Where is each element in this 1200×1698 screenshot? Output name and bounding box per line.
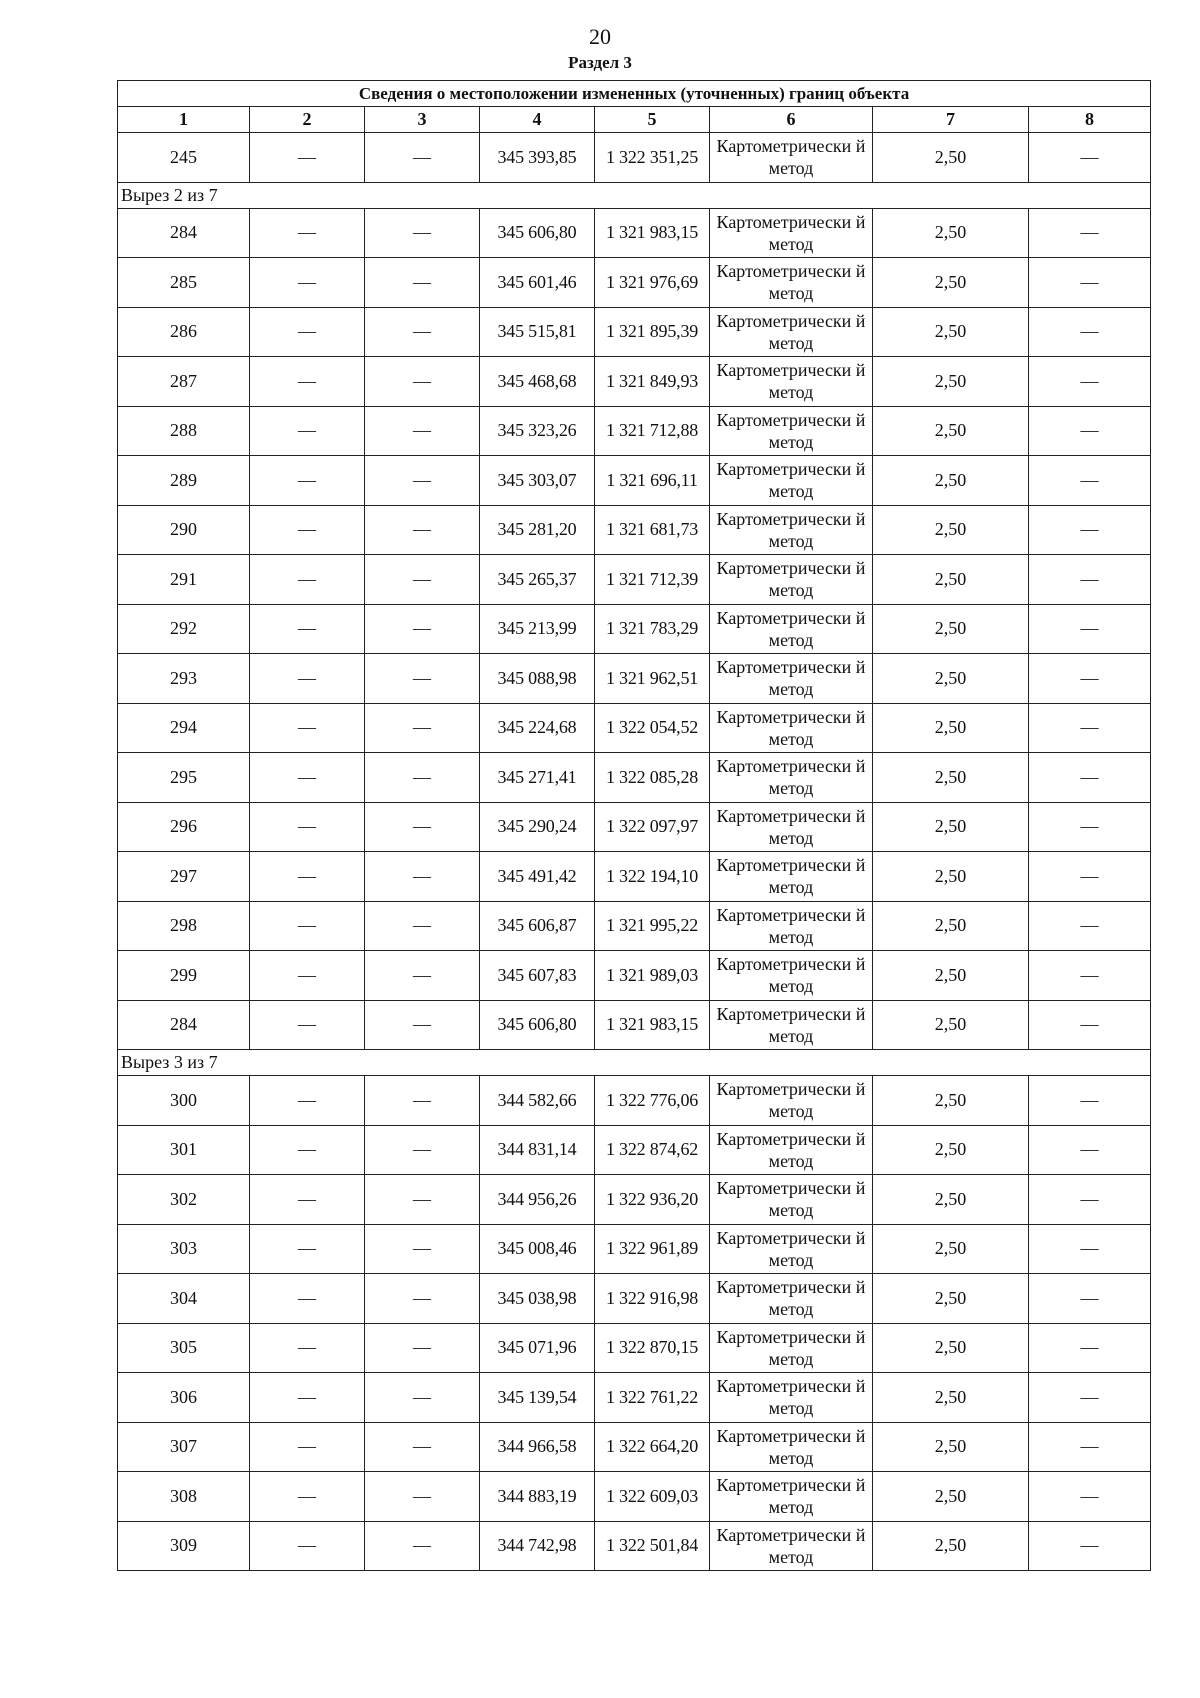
table-row: [118, 505, 1151, 555]
method-cell: Картометрически й метод: [710, 852, 873, 902]
y-coordinate-cell: 1 321 712,39: [595, 555, 710, 605]
x-coordinate-cell: 345 213,99: [480, 604, 595, 654]
col3-cell: —: [365, 1000, 480, 1050]
x-coordinate-cell: 345 515,81: [480, 307, 595, 357]
y-coordinate-cell: 1 322 961,89: [595, 1224, 710, 1274]
accuracy-cell: 2,50: [873, 654, 1029, 704]
method-cell: Картометрически й метод: [710, 1373, 873, 1423]
col8-cell: —: [1029, 654, 1151, 704]
col2-cell: —: [250, 406, 365, 456]
col2-cell: —: [250, 357, 365, 407]
point-number-cell: 295: [118, 753, 250, 803]
method-cell: Картометрически й метод: [710, 1000, 873, 1050]
col2-cell: —: [250, 208, 365, 258]
accuracy-cell: 2,50: [873, 1422, 1029, 1472]
col3-cell: —: [365, 901, 480, 951]
point-number-cell: 287: [118, 357, 250, 407]
method-cell: Картометрически й метод: [710, 1472, 873, 1522]
col3-cell: —: [365, 1224, 480, 1274]
col2-cell: —: [250, 1125, 365, 1175]
col2-cell: —: [250, 852, 365, 902]
y-coordinate-cell: 1 322 194,10: [595, 852, 710, 902]
column-number-8: 8: [1029, 107, 1151, 133]
boundary-coordinates-table: [117, 80, 1151, 1571]
col3-cell: —: [365, 1472, 480, 1522]
method-cell: Картометрически й метод: [710, 505, 873, 555]
x-coordinate-cell: 345 607,83: [480, 951, 595, 1001]
col2-cell: —: [250, 1175, 365, 1225]
method-cell: Картометрически й метод: [710, 604, 873, 654]
point-number-cell: 301: [118, 1125, 250, 1175]
table-row: [118, 406, 1151, 456]
col2-cell: —: [250, 951, 365, 1001]
y-coordinate-cell: 1 322 097,97: [595, 802, 710, 852]
method-cell: Картометрически й метод: [710, 1274, 873, 1324]
section-title: Раздел 3: [568, 53, 632, 72]
col3-cell: —: [365, 1323, 480, 1373]
point-number-cell: 296: [118, 802, 250, 852]
table-title: Сведения о местоположении измененных (уточненных) границ объекта: [118, 81, 1151, 107]
column-number-row: [118, 107, 1151, 133]
accuracy-cell: 2,50: [873, 1000, 1029, 1050]
col8-cell: —: [1029, 258, 1151, 308]
y-coordinate-cell: 1 322 609,03: [595, 1472, 710, 1522]
x-coordinate-cell: 345 281,20: [480, 505, 595, 555]
y-coordinate-cell: 1 321 983,15: [595, 208, 710, 258]
method-cell: Картометрически й метод: [710, 703, 873, 753]
accuracy-cell: 2,50: [873, 1323, 1029, 1373]
table-row: [118, 1274, 1151, 1324]
table-row: [118, 1472, 1151, 1522]
col3-cell: —: [365, 1274, 480, 1324]
table-row: [118, 307, 1151, 357]
col2-cell: —: [250, 901, 365, 951]
accuracy-cell: 2,50: [873, 133, 1029, 183]
col8-cell: —: [1029, 133, 1151, 183]
accuracy-cell: 2,50: [873, 802, 1029, 852]
col8-cell: —: [1029, 901, 1151, 951]
method-cell: Картометрически й метод: [710, 1422, 873, 1472]
method-cell: Картометрически й метод: [710, 901, 873, 951]
col2-cell: —: [250, 1076, 365, 1126]
y-coordinate-cell: 1 322 936,20: [595, 1175, 710, 1225]
accuracy-cell: 2,50: [873, 901, 1029, 951]
table-row: [118, 901, 1151, 951]
col8-cell: —: [1029, 505, 1151, 555]
method-cell: Картометрически й метод: [710, 133, 873, 183]
point-number-cell: 284: [118, 1000, 250, 1050]
col3-cell: —: [365, 753, 480, 803]
col3-cell: —: [365, 1125, 480, 1175]
col3-cell: —: [365, 604, 480, 654]
col3-cell: —: [365, 1076, 480, 1126]
col3-cell: —: [365, 406, 480, 456]
x-coordinate-cell: 345 265,37: [480, 555, 595, 605]
col3-cell: —: [365, 456, 480, 506]
table-row: [118, 1076, 1151, 1126]
y-coordinate-cell: 1 322 054,52: [595, 703, 710, 753]
col2-cell: —: [250, 1323, 365, 1373]
col8-cell: —: [1029, 852, 1151, 902]
y-coordinate-cell: 1 321 681,73: [595, 505, 710, 555]
point-number-cell: 286: [118, 307, 250, 357]
col3-cell: —: [365, 505, 480, 555]
point-number-cell: 289: [118, 456, 250, 506]
table-row: [118, 753, 1151, 803]
accuracy-cell: 2,50: [873, 1125, 1029, 1175]
point-number-cell: 284: [118, 208, 250, 258]
col8-cell: —: [1029, 357, 1151, 407]
method-cell: Картометрически й метод: [710, 307, 873, 357]
column-number-6: 6: [710, 107, 873, 133]
method-cell: Картометрически й метод: [710, 357, 873, 407]
point-number-cell: 291: [118, 555, 250, 605]
point-number-cell: 306: [118, 1373, 250, 1423]
point-number-cell: 293: [118, 654, 250, 704]
table-body: [118, 133, 1151, 1571]
point-number-cell: 299: [118, 951, 250, 1001]
x-coordinate-cell: 345 601,46: [480, 258, 595, 308]
col3-cell: —: [365, 555, 480, 605]
point-number-cell: 292: [118, 604, 250, 654]
column-number-5: 5: [595, 107, 710, 133]
point-number-cell: 298: [118, 901, 250, 951]
accuracy-cell: 2,50: [873, 357, 1029, 407]
x-coordinate-cell: 345 008,46: [480, 1224, 595, 1274]
accuracy-cell: 2,50: [873, 852, 1029, 902]
method-cell: Картометрически й метод: [710, 456, 873, 506]
point-number-cell: 297: [118, 852, 250, 902]
table-row: [118, 802, 1151, 852]
y-coordinate-cell: 1 321 895,39: [595, 307, 710, 357]
method-cell: Картометрически й метод: [710, 1076, 873, 1126]
col2-cell: —: [250, 654, 365, 704]
col8-cell: —: [1029, 406, 1151, 456]
group-label: Вырез 3 из 7: [118, 1050, 1151, 1076]
method-cell: Картометрически й метод: [710, 802, 873, 852]
method-cell: Картометрически й метод: [710, 1175, 873, 1225]
y-coordinate-cell: 1 321 849,93: [595, 357, 710, 407]
point-number-cell: 307: [118, 1422, 250, 1472]
table-row: [118, 456, 1151, 506]
accuracy-cell: 2,50: [873, 505, 1029, 555]
y-coordinate-cell: 1 322 664,20: [595, 1422, 710, 1472]
column-number-4: 4: [480, 107, 595, 133]
method-cell: Картометрически й метод: [710, 951, 873, 1001]
x-coordinate-cell: 345 606,80: [480, 1000, 595, 1050]
col3-cell: —: [365, 208, 480, 258]
accuracy-cell: 2,50: [873, 1274, 1029, 1324]
y-coordinate-cell: 1 322 085,28: [595, 753, 710, 803]
accuracy-cell: 2,50: [873, 1373, 1029, 1423]
x-coordinate-cell: 344 742,98: [480, 1521, 595, 1571]
col2-cell: —: [250, 753, 365, 803]
x-coordinate-cell: 345 491,42: [480, 852, 595, 902]
col2-cell: —: [250, 703, 365, 753]
col2-cell: —: [250, 505, 365, 555]
accuracy-cell: 2,50: [873, 703, 1029, 753]
x-coordinate-cell: 345 290,24: [480, 802, 595, 852]
col3-cell: —: [365, 703, 480, 753]
col2-cell: —: [250, 555, 365, 605]
table-row: [118, 258, 1151, 308]
y-coordinate-cell: 1 321 995,22: [595, 901, 710, 951]
method-cell: Картометрически й метод: [710, 1521, 873, 1571]
accuracy-cell: 2,50: [873, 456, 1029, 506]
col8-cell: —: [1029, 208, 1151, 258]
col2-cell: —: [250, 1274, 365, 1324]
accuracy-cell: 2,50: [873, 1175, 1029, 1225]
col3-cell: —: [365, 1521, 480, 1571]
x-coordinate-cell: 345 071,96: [480, 1323, 595, 1373]
x-coordinate-cell: 345 271,41: [480, 753, 595, 803]
col8-cell: —: [1029, 1422, 1151, 1472]
y-coordinate-cell: 1 321 962,51: [595, 654, 710, 704]
accuracy-cell: 2,50: [873, 406, 1029, 456]
y-coordinate-cell: 1 322 761,22: [595, 1373, 710, 1423]
point-number-cell: 308: [118, 1472, 250, 1522]
col3-cell: —: [365, 357, 480, 407]
col3-cell: —: [365, 1422, 480, 1472]
table-row: [118, 951, 1151, 1001]
accuracy-cell: 2,50: [873, 208, 1029, 258]
accuracy-cell: 2,50: [873, 258, 1029, 308]
y-coordinate-cell: 1 321 983,15: [595, 1000, 710, 1050]
accuracy-cell: 2,50: [873, 951, 1029, 1001]
accuracy-cell: 2,50: [873, 1076, 1029, 1126]
col8-cell: —: [1029, 1175, 1151, 1225]
x-coordinate-cell: 345 323,26: [480, 406, 595, 456]
table-row: [118, 852, 1151, 902]
table-row: [118, 654, 1151, 704]
method-cell: Картометрически й метод: [710, 1224, 873, 1274]
col8-cell: —: [1029, 1323, 1151, 1373]
y-coordinate-cell: 1 322 351,25: [595, 133, 710, 183]
col8-cell: —: [1029, 753, 1151, 803]
col8-cell: —: [1029, 1373, 1151, 1423]
method-cell: Картометрически й метод: [710, 1323, 873, 1373]
point-number-cell: 300: [118, 1076, 250, 1126]
col3-cell: —: [365, 307, 480, 357]
point-number-cell: 303: [118, 1224, 250, 1274]
y-coordinate-cell: 1 321 976,69: [595, 258, 710, 308]
column-number-7: 7: [873, 107, 1029, 133]
x-coordinate-cell: 345 038,98: [480, 1274, 595, 1324]
point-number-cell: 304: [118, 1274, 250, 1324]
col2-cell: —: [250, 604, 365, 654]
col3-cell: —: [365, 852, 480, 902]
col8-cell: —: [1029, 555, 1151, 605]
x-coordinate-cell: 344 883,19: [480, 1472, 595, 1522]
method-cell: Картометрически й метод: [710, 258, 873, 308]
column-number-2: 2: [250, 107, 365, 133]
col3-cell: —: [365, 802, 480, 852]
col8-cell: —: [1029, 1521, 1151, 1571]
point-number-cell: 245: [118, 133, 250, 183]
table-row: [118, 555, 1151, 605]
accuracy-cell: 2,50: [873, 1521, 1029, 1571]
x-coordinate-cell: 344 582,66: [480, 1076, 595, 1126]
y-coordinate-cell: 1 321 989,03: [595, 951, 710, 1001]
col3-cell: —: [365, 654, 480, 704]
x-coordinate-cell: 345 393,85: [480, 133, 595, 183]
accuracy-cell: 2,50: [873, 307, 1029, 357]
method-cell: Картометрически й метод: [710, 555, 873, 605]
x-coordinate-cell: 345 606,87: [480, 901, 595, 951]
col8-cell: —: [1029, 456, 1151, 506]
col8-cell: —: [1029, 1000, 1151, 1050]
column-number-1: 1: [118, 107, 250, 133]
table-row: [118, 703, 1151, 753]
x-coordinate-cell: 345 303,07: [480, 456, 595, 506]
col8-cell: —: [1029, 802, 1151, 852]
group-label: Вырез 2 из 7: [118, 182, 1151, 208]
point-number-cell: 305: [118, 1323, 250, 1373]
table-row: [118, 1521, 1151, 1571]
col2-cell: —: [250, 1224, 365, 1274]
accuracy-cell: 2,50: [873, 604, 1029, 654]
table-row: [118, 1000, 1151, 1050]
col3-cell: —: [365, 1175, 480, 1225]
point-number-cell: 288: [118, 406, 250, 456]
x-coordinate-cell: 344 831,14: [480, 1125, 595, 1175]
table-row: [118, 1422, 1151, 1472]
col2-cell: —: [250, 1472, 365, 1522]
point-number-cell: 294: [118, 703, 250, 753]
method-cell: Картометрически й метод: [710, 406, 873, 456]
method-cell: Картометрически й метод: [710, 753, 873, 803]
col8-cell: —: [1029, 1274, 1151, 1324]
point-number-cell: 309: [118, 1521, 250, 1571]
y-coordinate-cell: 1 321 712,88: [595, 406, 710, 456]
table-row: [118, 208, 1151, 258]
col2-cell: —: [250, 307, 365, 357]
table-row: [118, 1224, 1151, 1274]
table-row: [118, 357, 1151, 407]
table-row: [118, 1175, 1151, 1225]
x-coordinate-cell: 344 956,26: [480, 1175, 595, 1225]
col8-cell: —: [1029, 1472, 1151, 1522]
table-row: [118, 604, 1151, 654]
col2-cell: —: [250, 1000, 365, 1050]
point-number-cell: 302: [118, 1175, 250, 1225]
y-coordinate-cell: 1 322 874,62: [595, 1125, 710, 1175]
table-row: [118, 133, 1151, 183]
col3-cell: —: [365, 258, 480, 308]
col3-cell: —: [365, 133, 480, 183]
x-coordinate-cell: 345 139,54: [480, 1373, 595, 1423]
x-coordinate-cell: 344 966,58: [480, 1422, 595, 1472]
accuracy-cell: 2,50: [873, 1224, 1029, 1274]
group-header-row: [118, 182, 1151, 208]
x-coordinate-cell: 345 606,80: [480, 208, 595, 258]
col8-cell: —: [1029, 703, 1151, 753]
col8-cell: —: [1029, 951, 1151, 1001]
group-header-row: [118, 1050, 1151, 1076]
col3-cell: —: [365, 951, 480, 1001]
table-row: [118, 1373, 1151, 1423]
y-coordinate-cell: 1 322 776,06: [595, 1076, 710, 1126]
y-coordinate-cell: 1 322 870,15: [595, 1323, 710, 1373]
table-row: [118, 1125, 1151, 1175]
x-coordinate-cell: 345 468,68: [480, 357, 595, 407]
accuracy-cell: 2,50: [873, 753, 1029, 803]
point-number-cell: 285: [118, 258, 250, 308]
col2-cell: —: [250, 802, 365, 852]
y-coordinate-cell: 1 321 696,11: [595, 456, 710, 506]
x-coordinate-cell: 345 224,68: [480, 703, 595, 753]
col8-cell: —: [1029, 1125, 1151, 1175]
col8-cell: —: [1029, 1224, 1151, 1274]
col2-cell: —: [250, 1422, 365, 1472]
col2-cell: —: [250, 258, 365, 308]
y-coordinate-cell: 1 322 916,98: [595, 1274, 710, 1324]
col2-cell: —: [250, 456, 365, 506]
method-cell: Картометрически й метод: [710, 208, 873, 258]
col2-cell: —: [250, 133, 365, 183]
y-coordinate-cell: 1 322 501,84: [595, 1521, 710, 1571]
column-number-3: 3: [365, 107, 480, 133]
table-row: [118, 1323, 1151, 1373]
col2-cell: —: [250, 1521, 365, 1571]
method-cell: Картометрически й метод: [710, 654, 873, 704]
col2-cell: —: [250, 1373, 365, 1423]
x-coordinate-cell: 345 088,98: [480, 654, 595, 704]
accuracy-cell: 2,50: [873, 555, 1029, 605]
page-number: 20: [589, 24, 611, 49]
col8-cell: —: [1029, 1076, 1151, 1126]
col3-cell: —: [365, 1373, 480, 1423]
y-coordinate-cell: 1 321 783,29: [595, 604, 710, 654]
col8-cell: —: [1029, 604, 1151, 654]
col8-cell: —: [1029, 307, 1151, 357]
accuracy-cell: 2,50: [873, 1472, 1029, 1522]
point-number-cell: 290: [118, 505, 250, 555]
method-cell: Картометрически й метод: [710, 1125, 873, 1175]
